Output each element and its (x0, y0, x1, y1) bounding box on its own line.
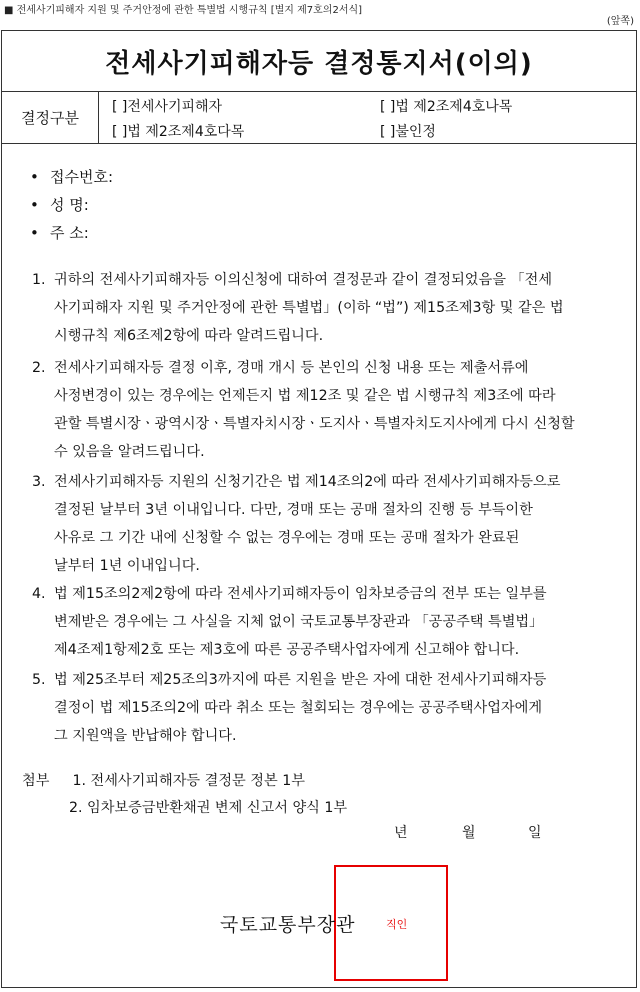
form-header: ■ 전세사기피해자 지원 및 주거안정에 관한 특별법 시행규칙 [별지 제7호의2서식] (4, 5, 363, 16)
field-address (30, 222, 89, 243)
date-month: 월 (462, 825, 476, 841)
date-day: 일 (528, 825, 542, 841)
attachment-item: 2. 임차보증금반환채권 변제 신고서 양식 1부 (69, 800, 348, 816)
paragraph-line: 그 지원액을 반납해야 합니다. (54, 728, 237, 744)
bullet: • (30, 224, 39, 242)
paragraph-line: 날부터 1년 이내입니다. (54, 558, 200, 574)
paragraph-line: 귀하의 전세사기피해자등 이의신청에 대하여 결정문과 같이 결정되었음을 「전세 (54, 272, 553, 288)
decision-option-victim[interactable]: [ ]전세사기피해자 (112, 99, 223, 115)
paragraph-line: 사기피해자 지원 및 주거안정에 관한 특별법」(이하 “법”) 제15조제3항 및 같은 법 (54, 300, 564, 316)
bullet: • (30, 196, 39, 214)
decision-option-4-da[interactable]: [ ]법 제2조제4호다목 (112, 124, 245, 140)
paragraph-line: 결정이 법 제15조의2에 따라 취소 또는 철회되는 경우에는 공공주택사업자에게 (54, 700, 543, 716)
paragraph-line: 법 제25조부터 제25조의3까지에 따른 지원을 받은 자에 대한 전세사기피해자등 (54, 672, 547, 688)
paragraph-2 (32, 354, 626, 466)
page-side-mark: (앞쪽) (606, 16, 634, 27)
field-label: 성 명: (50, 196, 89, 214)
paragraph-line: 사정변경이 있는 경우에는 언제든지 법 제12조 및 같은 법 시행규칙 제3조에 따라 (54, 388, 556, 404)
field-label: 주 소: (50, 224, 89, 242)
paragraph-line: 사유로 그 기간 내에 신청할 수 없는 경우에는 경매 또는 공매 절차가 완료된 (54, 530, 520, 546)
paragraph-number: 2. (32, 360, 46, 376)
paragraph-number: 4. (32, 586, 46, 602)
paragraph-line: 결정된 날부터 3년 이내입니다. 다만, 경매 또는 공매 절차의 진행 등 부득이한 (54, 502, 533, 518)
decision-option-4-na[interactable]: [ ]법 제2조제4호나목 (380, 99, 513, 115)
date-year: 년 (394, 825, 408, 841)
paragraph-4 (32, 580, 626, 664)
paragraph-line: 제4조제1항제2호 또는 제3호에 따른 공공주택사업자에게 신고해야 합니다. (54, 642, 520, 658)
title-row (2, 31, 636, 92)
paragraph-line: 전세사기피해자등 지원의 신청기간은 법 제14조의2에 따라 전세사기피해자등으로 (54, 474, 561, 490)
paragraph-line: 수 있음을 알려드립니다. (54, 444, 205, 460)
decision-option-not-recognized[interactable]: [ ]불인정 (380, 124, 436, 140)
paragraph-line: 관할 특별시장ㆍ광역시장ㆍ특별자치시장ㆍ도지사ㆍ특별자치도지사에게 다시 신청할 (54, 416, 575, 432)
attachment-row-2 (69, 797, 347, 817)
paragraph-line: 시행규칙 제6조제2항에 따라 알려드립니다. (54, 328, 324, 344)
paragraph-line: 전세사기피해자등 결정 이후, 경매 개시 등 본인의 신청 내용 또는 제출서류에 (54, 360, 529, 376)
field-label: 접수번호: (50, 168, 114, 186)
seal-label: 직인 (386, 918, 408, 931)
paragraph-number: 3. (32, 474, 46, 490)
paragraph-number: 5. (32, 672, 46, 688)
bullet: • (30, 168, 39, 186)
paragraph-5 (32, 666, 626, 750)
field-name (30, 194, 89, 215)
paragraph-number: 1. (32, 272, 46, 288)
attachment-label: 첨부 (22, 773, 50, 789)
paragraph-1 (32, 266, 626, 350)
attachment-row-1 (22, 770, 305, 790)
paragraph-line: 법 제15조의2제2항에 따라 전세사기피해자등이 임차보증금의 전부 또는 일부를 (54, 586, 547, 602)
decision-row (2, 92, 636, 144)
field-receipt-number (30, 166, 113, 187)
attachment-item: 1. 전세사기피해자등 결정문 정본 1부 (72, 773, 305, 789)
issuing-authority: 국토교통부장관 (220, 914, 356, 936)
document-title: 전세사기피해자등 결정통지서(이의) (105, 48, 533, 79)
paragraph-3 (32, 468, 626, 580)
paragraph-line: 변제받은 경우에는 그 사실을 지체 없이 국토교통부장관과 「공공주택 특별법」 (54, 614, 544, 630)
decision-label: 결정구분 (2, 92, 99, 143)
